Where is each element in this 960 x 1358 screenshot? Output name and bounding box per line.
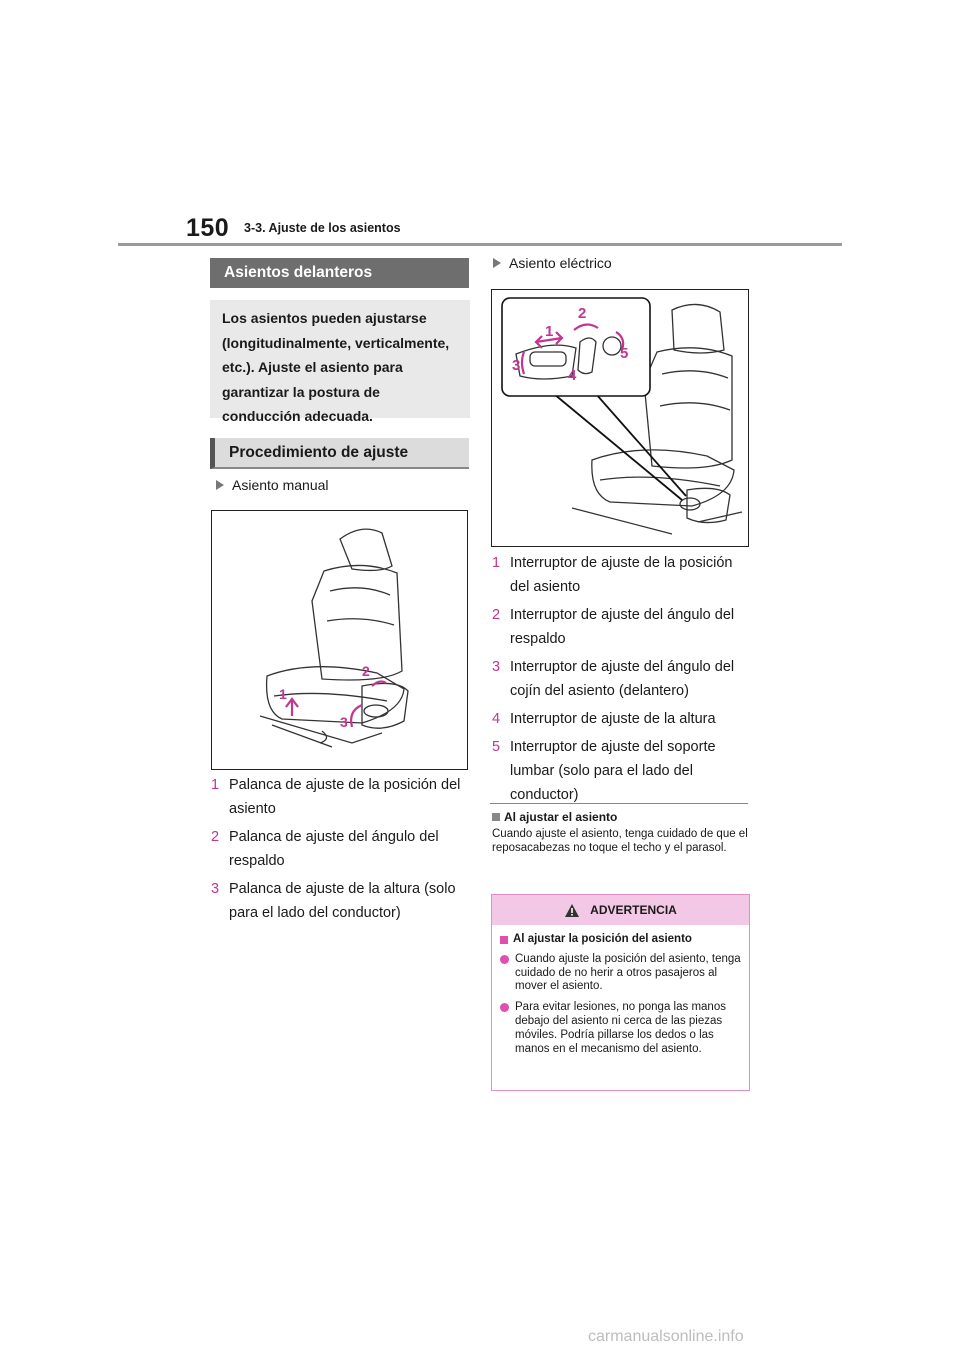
item-text: Palanca de ajuste de la posición del asiento [229, 777, 461, 817]
electric-list [492, 551, 750, 811]
item-text: Interruptor de ajuste del ángulo del respaldo [510, 607, 735, 647]
warning-triangle-icon [564, 903, 580, 918]
warning-box [491, 894, 750, 1091]
list-item [211, 825, 469, 873]
square-bullet-icon [492, 813, 500, 821]
manual-seat-label: Asiento manual [232, 477, 329, 493]
item-number: 2 [211, 829, 220, 845]
warning-item [500, 953, 741, 994]
manual-seat-illustration [212, 511, 467, 769]
fig-label-2: 2 [578, 305, 587, 322]
note-heading [492, 810, 617, 824]
square-bullet-icon [500, 936, 508, 944]
item-number: 1 [211, 777, 220, 793]
warning-item-text: Cuando ajuste la posición del asiento, tenga cuidado de no herir a otros pasajeros al mover el asiento. [515, 952, 741, 993]
item-text: Interruptor de ajuste del soporte lumbar (solo para el lado del conductor) [510, 739, 716, 803]
triangle-bullet-icon [216, 480, 224, 490]
note-rule [490, 803, 748, 804]
warning-item [500, 1001, 741, 1056]
procedure-title: Procedimiento de ajuste [229, 443, 409, 461]
item-text: Interruptor de ajuste de la altura [510, 711, 716, 727]
item-number: 4 [492, 711, 501, 727]
list-item [211, 773, 469, 821]
fig-label-4: 4 [568, 367, 577, 384]
intro-text: Los asientos pueden ajustarse (longitudinalmente, verticalmente, etc.). Ajuste el asiento para garantizar la postura de conducción adecuada. [222, 310, 450, 424]
manual-seat-heading [216, 477, 329, 493]
page-number: 150 [186, 214, 230, 242]
item-number: 2 [492, 607, 501, 623]
manual-list [211, 773, 469, 929]
warning-item-text: Para evitar lesiones, no ponga las manos debajo del asiento ni cerca de las piezas móviles. Podría pillarse los dedos o las manos en el mecanismo del asiento. [515, 1001, 726, 1055]
item-text: Palanca de ajuste de la altura (solo para el lado del conductor) [229, 881, 456, 921]
circle-bullet-icon [500, 955, 509, 964]
warning-subtitle [500, 933, 741, 947]
intro-box [210, 300, 470, 424]
footer-watermark: carmanualsonline.info [588, 1328, 744, 1345]
item-text: Interruptor de ajuste del ángulo del cojín del asiento (delantero) [510, 659, 735, 699]
warning-body [492, 925, 749, 1056]
manual-seat-figure [211, 510, 468, 770]
fig-label-3: 3 [340, 714, 348, 730]
fig-label-5: 5 [620, 345, 629, 362]
list-item [492, 707, 750, 731]
warning-subtitle-text: Al ajustar la posición del asiento [513, 933, 692, 945]
fig-label-2: 2 [362, 663, 370, 679]
item-number: 1 [492, 555, 501, 571]
electric-seat-heading [493, 255, 612, 271]
item-number: 3 [211, 881, 220, 897]
band-procedimiento [210, 438, 469, 469]
list-item [492, 603, 750, 651]
list-item [492, 655, 750, 703]
warning-header [492, 895, 749, 925]
item-text: Palanca de ajuste del ángulo del respaldo [229, 829, 439, 869]
item-number: 3 [492, 659, 501, 675]
note-text: Cuando ajuste el asiento, tenga cuidado de que el reposacabezas no toque el techo y el parasol. [492, 828, 748, 854]
fig-label-1: 1 [279, 686, 287, 702]
band-title: Asientos delanteros [224, 264, 373, 281]
list-item [492, 735, 750, 807]
circle-bullet-icon [500, 1003, 509, 1012]
electric-seat-figure [491, 289, 749, 547]
item-number: 5 [492, 739, 501, 755]
header-rule [118, 243, 842, 246]
section-title: 3-3. Ajuste de los asientos [244, 221, 401, 235]
warning-title: ADVERTENCIA [590, 903, 677, 917]
band-asientos-delanteros [210, 258, 469, 288]
triangle-bullet-icon [493, 258, 501, 268]
fig-label-3: 3 [512, 357, 521, 374]
item-text: Interruptor de ajuste de la posición del asiento [510, 555, 733, 595]
electric-seat-label: Asiento eléctrico [509, 255, 612, 271]
fig-label-1: 1 [545, 323, 554, 340]
list-item [492, 551, 750, 599]
electric-seat-illustration [492, 290, 748, 546]
list-item [211, 877, 469, 925]
note-title: Al ajustar el asiento [504, 810, 618, 824]
